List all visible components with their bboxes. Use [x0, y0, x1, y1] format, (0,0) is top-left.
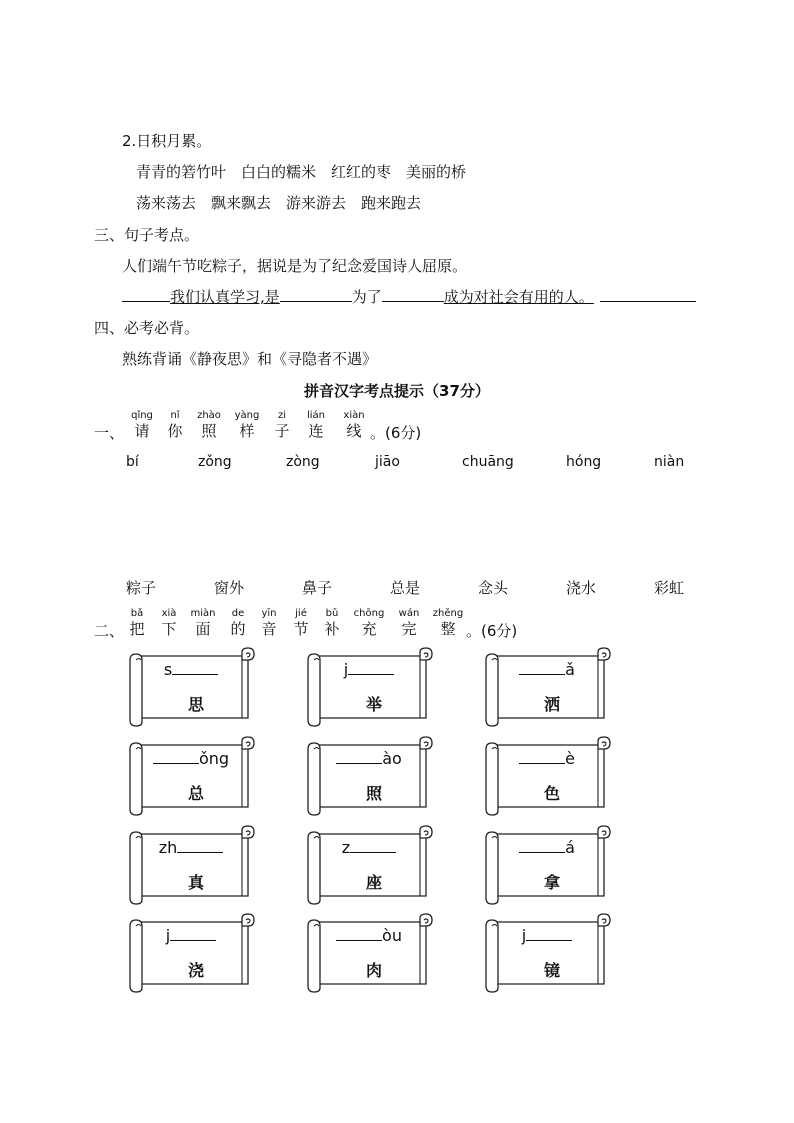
pinyin-fill [304, 660, 434, 679]
word-item[interactable]: 粽子 [126, 579, 157, 597]
q2-char: chōng 充 [353, 608, 385, 638]
pinyin-scroll-card [482, 646, 612, 728]
pinyin-blank[interactable] [153, 749, 199, 764]
pinyin-item[interactable]: jiāo [375, 454, 400, 470]
q2-prefix: 二、 [94, 622, 125, 640]
fill-part-a: 我们认真学习,是 [170, 288, 280, 306]
pinyin-scroll-card [482, 824, 612, 906]
q1-prefix: 一、 [94, 424, 125, 442]
word-item[interactable]: 念头 [478, 579, 509, 597]
pinyin-fill [126, 660, 256, 679]
pinyin-fill [482, 660, 612, 679]
pinyin-scroll-card [304, 912, 434, 994]
q2-char: de 的 [230, 608, 246, 638]
word-item[interactable]: 彩虹 [654, 579, 685, 597]
word-item[interactable]: 浇水 [566, 579, 597, 597]
q1-suffix: 。(6分) [370, 424, 422, 442]
fill-part-c: 成为对社会有用的人。 [443, 288, 594, 306]
pinyin-blank[interactable] [177, 838, 223, 853]
pinyin-scroll-card [304, 735, 434, 817]
blank-1[interactable] [122, 287, 170, 302]
pinyin-fill [482, 749, 612, 768]
blank-4[interactable] [600, 287, 696, 302]
pinyin-fill [304, 838, 434, 857]
card-hanzi: 肉 [365, 961, 382, 980]
pinyin-fill [304, 926, 434, 945]
pinyin-scroll-card [126, 912, 256, 994]
recite-text: 熟练背诵《静夜思》和《寻隐者不遇》 [122, 350, 378, 368]
q2-char: wán 完 [398, 608, 420, 638]
pinyin-blank[interactable] [172, 660, 218, 675]
accumulation-row-2: 荡来荡去 飘来飘去 游来游去 跑来跑去 [136, 194, 422, 212]
fill-part-b: 为了 [351, 288, 382, 306]
pinyin-item[interactable]: niàn [654, 454, 685, 470]
pinyin-blank[interactable] [519, 660, 565, 675]
card-hanzi: 总 [187, 784, 204, 803]
pinyin-scroll-card [304, 824, 434, 906]
item-2-heading: 2.日积月累。 [122, 132, 212, 150]
blank-2[interactable] [280, 287, 352, 302]
q1-char: zi 子 [274, 410, 290, 440]
pinyin-blank[interactable] [170, 926, 216, 941]
pinyin-blank[interactable] [336, 749, 382, 764]
pinyin-fill [126, 749, 256, 768]
section-3-heading: 三、句子考点。 [94, 226, 200, 244]
pinyin-known-end: ào [382, 749, 402, 768]
pinyin-known-start: zh [158, 838, 178, 857]
pinyin-section-title: 拼音汉字考点提示（37分） [304, 382, 490, 400]
pinyin-known-end: è [565, 749, 575, 768]
pinyin-fill [126, 838, 256, 857]
pinyin-item[interactable]: chuāng [462, 454, 514, 470]
accumulation-row-1: 青青的箬竹叶 白白的糯米 红红的枣 美丽的桥 [136, 163, 467, 181]
card-hanzi: 照 [365, 784, 382, 803]
pinyin-scroll-card [126, 824, 256, 906]
example-sentence: 人们端午节吃粽子，据说是为了纪念爱国诗人屈原。 [122, 257, 468, 275]
pinyin-item[interactable]: zòng [286, 454, 320, 470]
pinyin-blank[interactable] [519, 749, 565, 764]
pinyin-blank[interactable] [519, 838, 565, 853]
pinyin-scroll-card [126, 646, 256, 728]
q1-char: yàng 样 [234, 410, 260, 440]
word-item[interactable]: 窗外 [214, 579, 245, 597]
pinyin-known-start: j [165, 926, 171, 945]
pinyin-scroll-card [126, 735, 256, 817]
card-hanzi: 座 [365, 873, 382, 892]
pinyin-blank[interactable] [526, 926, 572, 941]
pinyin-blank[interactable] [348, 660, 394, 675]
word-item[interactable]: 总是 [390, 579, 421, 597]
pinyin-item[interactable]: hóng [566, 454, 602, 470]
pinyin-known-start: j [343, 660, 349, 679]
q2-char: xià 下 [161, 608, 177, 638]
q2-char: yīn 音 [261, 608, 277, 638]
section-4-heading: 四、必考必背。 [94, 319, 200, 337]
pinyin-known-end: ǒng [198, 749, 230, 768]
card-hanzi: 浇 [187, 961, 204, 980]
pinyin-known-start: j [521, 926, 527, 945]
card-hanzi: 洒 [543, 695, 560, 714]
card-hanzi: 色 [543, 784, 560, 803]
fill-sentence [122, 286, 696, 307]
q1-char: xiàn 线 [343, 410, 365, 440]
q2-char: bǔ 补 [324, 608, 340, 638]
pinyin-known-end: òu [382, 926, 402, 945]
pinyin-known-start: z [341, 838, 351, 857]
q1-char: lián 连 [306, 410, 326, 440]
q1-char: qǐng 请 [131, 410, 153, 440]
pinyin-item[interactable]: zǒng [198, 454, 232, 470]
pinyin-fill [304, 749, 434, 768]
card-hanzi: 镜 [543, 961, 560, 980]
card-hanzi: 思 [187, 695, 204, 714]
q1-char: zhào 照 [197, 410, 221, 440]
card-hanzi: 真 [187, 873, 204, 892]
pinyin-blank[interactable] [336, 926, 382, 941]
pinyin-fill [126, 926, 256, 945]
card-hanzi: 举 [365, 695, 382, 714]
pinyin-known-start: s [163, 660, 173, 679]
q2-char: miàn 面 [190, 608, 216, 638]
q2-char: jié 节 [293, 608, 309, 638]
card-hanzi: 拿 [543, 873, 560, 892]
pinyin-fill [482, 838, 612, 857]
pinyin-blank[interactable] [350, 838, 396, 853]
q2-suffix: 。(6分) [466, 622, 518, 640]
blank-3[interactable] [382, 287, 444, 302]
q2-char: bǎ 把 [129, 608, 145, 638]
pinyin-known-end: ǎ [565, 660, 575, 679]
pinyin-item[interactable]: bí [126, 454, 139, 470]
pinyin-scroll-card [304, 646, 434, 728]
q1-char: nǐ 你 [167, 410, 183, 440]
word-item[interactable]: 鼻子 [302, 579, 333, 597]
q2-char: zhěng 整 [432, 608, 464, 638]
pinyin-fill [482, 926, 612, 945]
pinyin-scroll-card [482, 912, 612, 994]
pinyin-scroll-card [482, 735, 612, 817]
pinyin-known-end: á [565, 838, 575, 857]
